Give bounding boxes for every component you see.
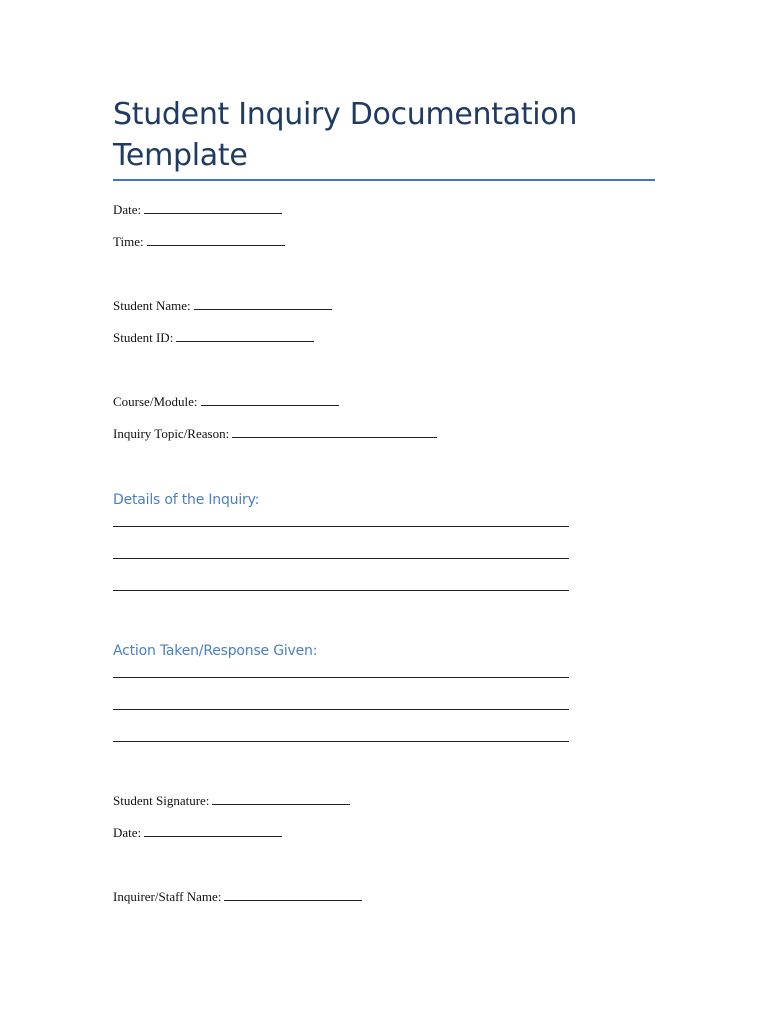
inquiry-topic-label: Inquiry Topic/Reason: [113, 426, 230, 441]
details-line-1[interactable] [113, 526, 569, 527]
student-signature-label: Student Signature: [113, 793, 210, 808]
student-id-blank[interactable] [176, 330, 314, 342]
inquiry-topic-field [113, 426, 437, 442]
page-title: Student Inquiry Documentation Template [113, 97, 578, 173]
date-blank[interactable] [144, 202, 282, 214]
student-signature-field [113, 793, 350, 809]
details-line-3[interactable] [113, 590, 569, 591]
student-id-label: Student ID: [113, 330, 174, 345]
student-name-blank[interactable] [194, 298, 332, 310]
time-label: Time: [113, 234, 144, 249]
student-signature-blank[interactable] [212, 793, 350, 805]
details-heading: Details of the Inquiry: [113, 492, 260, 508]
date-field [113, 202, 282, 218]
details-line-2[interactable] [113, 558, 569, 559]
inquiry-topic-blank[interactable] [232, 426, 437, 438]
signature-date-label: Date: [113, 825, 142, 840]
staff-name-field [113, 889, 362, 905]
time-blank[interactable] [147, 234, 285, 246]
date-label: Date: [113, 202, 142, 217]
action-heading: Action Taken/Response Given: [113, 643, 318, 659]
course-module-blank[interactable] [201, 394, 339, 406]
action-line-2[interactable] [113, 709, 569, 710]
student-name-label: Student Name: [113, 298, 191, 313]
student-name-field [113, 298, 332, 314]
time-field [113, 234, 285, 250]
course-module-label: Course/Module: [113, 394, 198, 409]
signature-date-blank[interactable] [144, 825, 282, 837]
staff-name-label: Inquirer/Staff Name: [113, 889, 222, 904]
action-line-3[interactable] [113, 741, 569, 742]
staff-name-blank[interactable] [224, 889, 362, 901]
action-line-1[interactable] [113, 677, 569, 678]
title-underline [113, 179, 655, 181]
student-id-field [113, 330, 314, 346]
signature-date-field [113, 825, 282, 841]
course-module-field [113, 394, 339, 410]
